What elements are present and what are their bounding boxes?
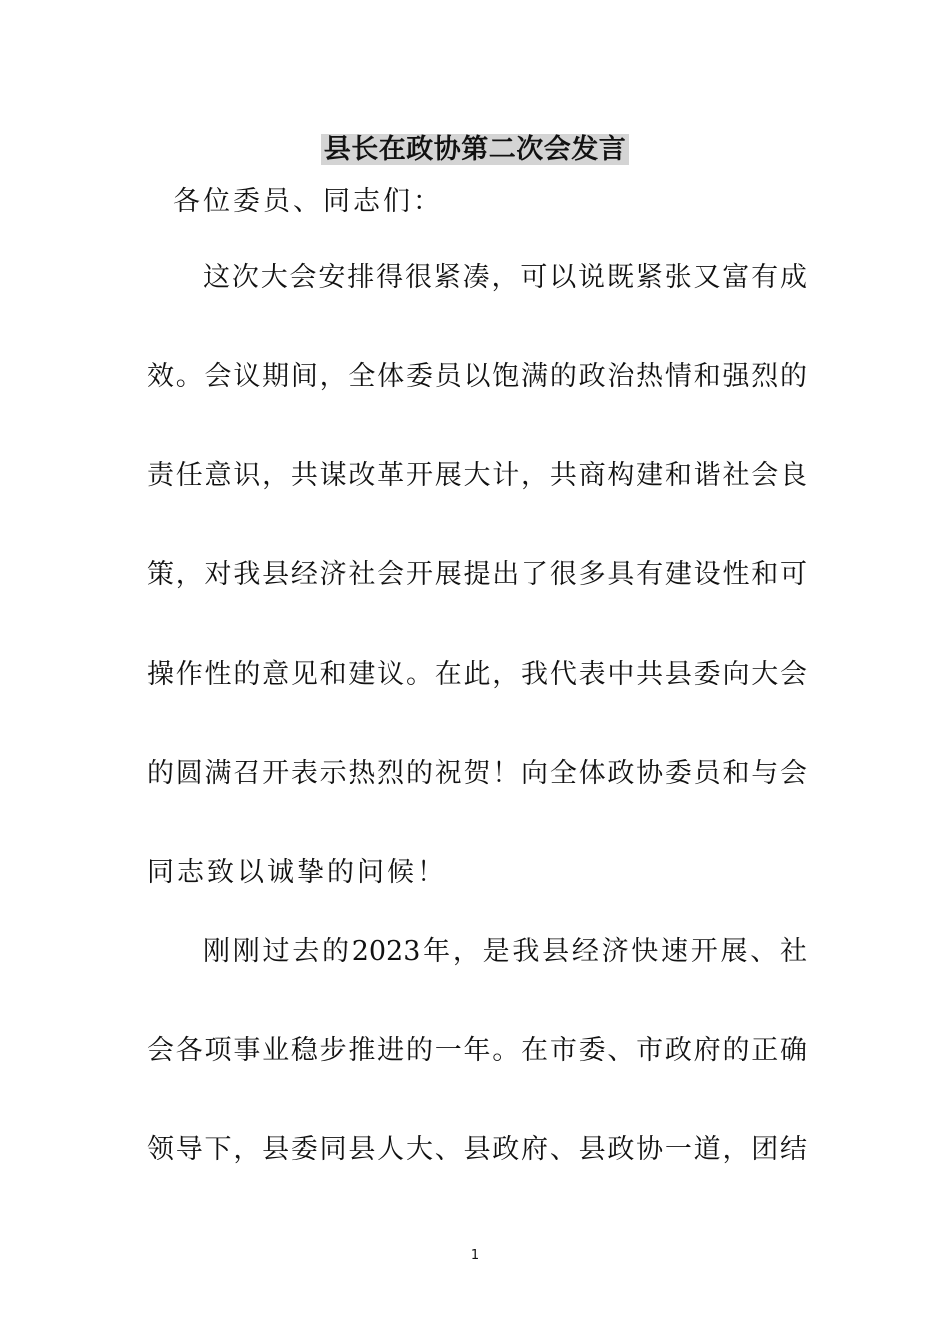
paragraph-line: 责任意识，共谋改革开展大计，共商构建和谐社会良 [147, 460, 807, 491]
paragraph-line: 刚刚过去的2023年，是我县经济快速开展、社 [203, 936, 807, 967]
paragraph-line: 领导下，县委同县人大、县政府、县政协一道，团结 [147, 1134, 807, 1165]
page-number: 1 [470, 1248, 480, 1263]
salutation: 各位委员、同志们： [173, 186, 443, 217]
document-title [0, 130, 950, 170]
title-text: 县长在政协第二次会发言 [321, 134, 630, 165]
paragraph-line: 操作性的意见和建议。在此，我代表中共县委向大会 [147, 659, 807, 690]
paragraph-line: 的圆满召开表示热烈的祝贺！向全体政协委员和与会 [147, 758, 807, 789]
paragraph-line: 同志致以诚挚的问候！ [147, 857, 447, 888]
paragraph-line: 策，对我县经济社会开展提出了很多具有建设性和可 [147, 559, 807, 590]
paragraph-line: 会各项事业稳步推进的一年。在市委、市政府的正确 [147, 1035, 807, 1066]
paragraph-line: 效。会议期间，全体委员以饱满的政治热情和强烈的 [147, 361, 807, 392]
paragraph-line: 这次大会安排得很紧凑，可以说既紧张又富有成 [203, 262, 807, 293]
